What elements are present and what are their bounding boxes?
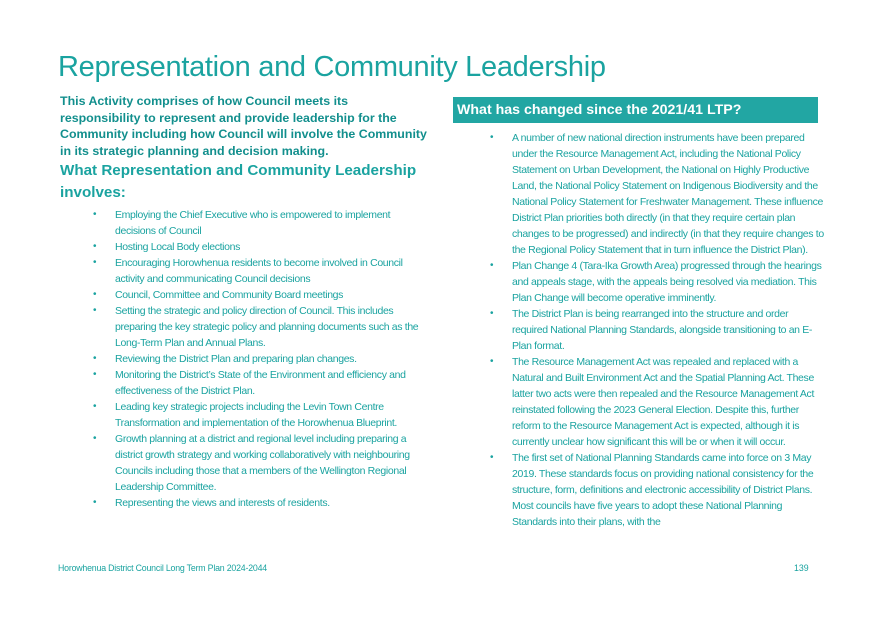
activity-intro: This Activity comprises of how Council meets its responsibility to represent and provide leadership for the Community including how Council will involve the Community in its strategic planning and decision making.	[60, 94, 427, 158]
list-item: • Employing the Chief Executive who is empowered to implement decisions of Council	[93, 209, 391, 237]
list-item: • Representing the views and interests of residents.	[93, 497, 330, 509]
bullet-icon: •	[93, 433, 97, 444]
list-item: • Council, Committee and Community Board meetings	[93, 289, 344, 301]
footer-document-title: Horowhenua District Council Long Term Plan 2024-2044	[58, 563, 267, 573]
bullet-icon: •	[490, 260, 494, 271]
list-item: • The District Plan is being rearranged into the structure and order required National Planning Standards, alongside transitioning to an E-Plan format.	[490, 308, 813, 352]
changes-heading-banner: What has changed since the 2021/41 LTP?	[453, 97, 818, 123]
bullet-icon: •	[93, 289, 97, 300]
changes-list	[488, 130, 826, 530]
list-item: • Leading key strategic projects including the Levin Town Centre Transformation and implementation of the Horowhenua Blueprint.	[93, 401, 397, 429]
list-item: • The Resource Management Act was repealed and replaced with a Natural and Built Environment Act and the Spatial Planning Act. These latter two acts were then repealed and the Resource Management Act reinstated following the 2023 General Election. Despite this, further reform to the Resource Management Act is expected, although it is currently unclear how significant this will be or when it will occur.	[490, 356, 815, 448]
list-item: • Monitoring the District’s State of the Environment and efficiency and effectiveness of the District Plan.	[93, 369, 406, 397]
list-item: • A number of new national direction instruments have been prepared under the Resource Management Act, including the National Policy Statement on Urban Development, the National on Highly Productive Land, the National Policy Statement on Indigenous Biodiversity and the National Policy Statement for Freshwater Management. These influence District Plan priorities both directly (in that they require certain plan changes to be progressed) and indirectly (in that they require changes to the Regional Policy Statement that in turn influence the District Plan).	[490, 132, 824, 256]
bullet-icon: •	[93, 241, 97, 252]
bullet-icon: •	[93, 209, 97, 220]
bullet-icon: •	[93, 497, 97, 508]
page-number: 139	[794, 563, 809, 573]
list-item: • Growth planning at a district and regional level including preparing a district growth strategy and working collaboratively with neighbouring Councils including those that a members of the Wellington Regional Leadership Committee.	[93, 433, 410, 493]
bullet-icon: •	[93, 353, 97, 364]
bullet-icon: •	[490, 356, 494, 367]
bullet-icon: •	[93, 401, 97, 412]
list-item: • The first set of National Planning Standards came into force on 3 May 2019. These standards focus on providing national consistency for the structure, form, definitions and electronic accessibility of District Plans. Most councils have five years to adopt these National Planning Standards into their plans, with the	[490, 452, 814, 528]
list-item: • Reviewing the District Plan and preparing plan changes.	[93, 353, 357, 365]
list-item: • Setting the strategic and policy direction of Council. This includes preparing the key strategic policy and planning documents such as the Long-Term Plan and Annual Plans.	[93, 305, 419, 349]
bullet-icon: •	[93, 305, 97, 316]
list-item: • Plan Change 4 (Tara-Ika Growth Area) progressed through the hearings and appeals stage, with the appeals being resolved via mediation. This Plan Change will become operative imminently.	[490, 260, 822, 304]
bullet-icon: •	[93, 369, 97, 380]
involves-list	[60, 207, 422, 511]
bullet-icon: •	[490, 452, 494, 463]
list-item: • Encouraging Horowhenua residents to become involved in Council activity and communicating Council decisions	[93, 257, 403, 285]
bullet-icon: •	[93, 257, 97, 268]
bullet-icon: •	[490, 132, 494, 143]
involves-heading: What Representation and Community Leadership involves:	[60, 162, 417, 201]
page-title: Representation and Community Leadership	[58, 51, 606, 83]
bullet-icon: •	[490, 308, 494, 319]
list-item: • Hosting Local Body elections	[93, 241, 241, 253]
